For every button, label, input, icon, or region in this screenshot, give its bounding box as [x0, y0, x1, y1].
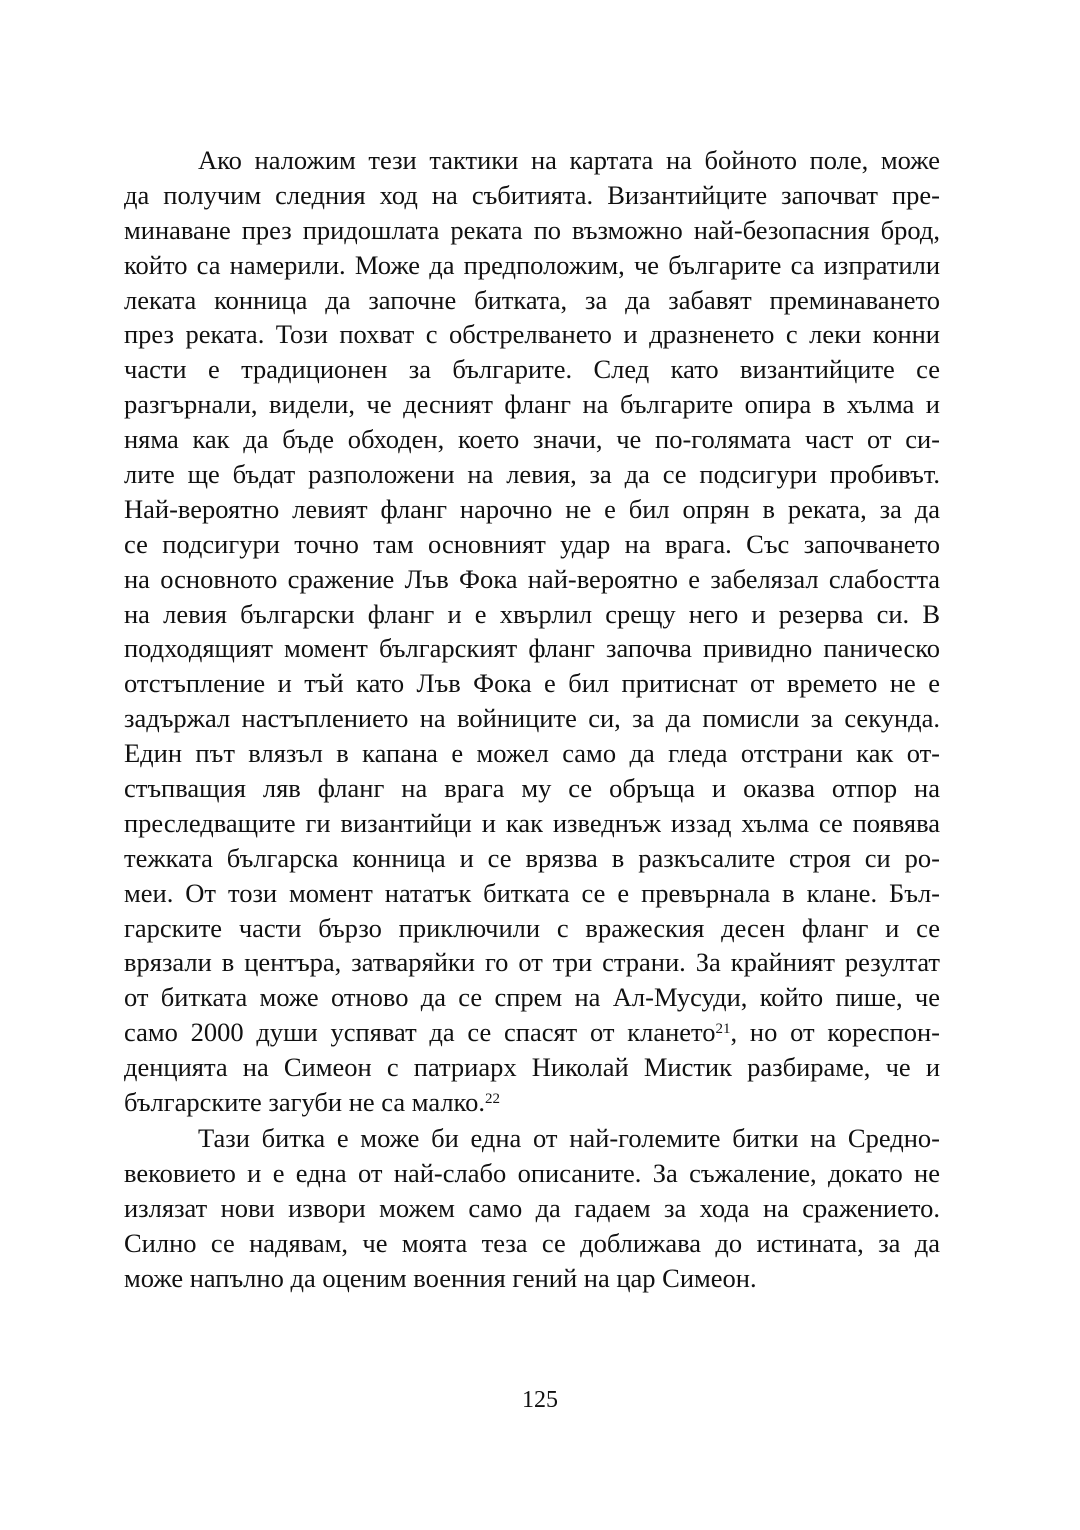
text-line: задържал настъплението на войниците си, за да помисли за секунда.: [124, 703, 940, 734]
text-line: няма как да бъде обходен, което значи, че по-голямата част от си-: [124, 424, 940, 455]
text-line: излязат нови извори можем само да гадаем за хода на сражението.: [124, 1192, 940, 1223]
text-line: минаване през придошлата реката по възможно най-безопасния брод,: [124, 214, 940, 245]
text-line: от битката може отново да се спрем на Ал-Мусуди, който пише, че: [124, 982, 940, 1013]
text-line: тежката българска конница и се врязва в разкъсалите строя си ро-: [124, 842, 940, 873]
text-line-with-footnote: [124, 1085, 940, 1120]
footnote-ref-21[interactable]: 21: [715, 1021, 731, 1038]
text-line: лите ще бъдат разположени на левия, за да се подсигури пробивът.: [124, 459, 940, 490]
text-fragment: българските загуби не са малко.: [124, 1087, 485, 1118]
text-line: стъпващия ляв фланг на врага му се обръща и оказва отпор на: [124, 773, 940, 804]
text-line: Ако наложим тези тактики на картата на бойното поле, може: [198, 145, 940, 175]
text-line: меи. От този момент нататък битката се е превърнала в клане. Бъл-: [124, 877, 940, 908]
text-line-with-footnote: [124, 1015, 940, 1050]
footnote-ref-22[interactable]: 22: [484, 1091, 500, 1108]
text-line: през реката. Този похват с обстрелването и дразненето с леки конни: [124, 319, 940, 350]
text-line: гарските части бързо приключили с вражеския десен фланг и се: [124, 912, 940, 943]
page-number: 125: [522, 1387, 558, 1413]
paragraph: [124, 143, 940, 1120]
page-body: [124, 143, 940, 1295]
text-line: вековието и е една от най-слабо описаните. За съжаление, докато не: [124, 1157, 940, 1188]
text-line: денцията на Симеон с патриарх Николай Мистик разбираме, че и: [124, 1052, 940, 1083]
text-fragment: само 2000 души успяват да се спасят от клането: [124, 1017, 716, 1048]
text-line: подходящият момент българският фланг започва привидно паническо: [124, 633, 940, 664]
text-line: може напълно да оценим военния гений на цар Симеон.: [124, 1262, 757, 1293]
text-line: леката конница да започне битката, за да забавят преминаването: [124, 284, 940, 315]
text-line: Силно се надявам, че моята теза се доближава до истината, за да: [124, 1227, 940, 1258]
text-line: Един път влязъл в капана е можел само да гледа отстрани как от-: [124, 738, 940, 769]
text-line: Най-вероятно левият фланг нарочно не е бил опрян в реката, за да: [124, 493, 940, 524]
text-line: Тази битка е може би една от най-големите битки на Средно-: [198, 1122, 940, 1153]
text-line: отстъпление и тъй като Лъв Фока е бил притиснат от времето не е: [124, 668, 940, 699]
text-line: на основното сражение Лъв Фока най-вероятно е забелязал слабостта: [124, 563, 940, 594]
text-fragment: , но от кореспон-: [730, 1017, 940, 1048]
text-line: преследващите ги византийци и как изведнъж иззад хълма се появява: [124, 807, 940, 838]
text-line: да получим следния ход на събитията. Византийците започват пре-: [124, 179, 940, 210]
text-line: се подсигури точно там основният удар на врага. Със започването: [124, 528, 940, 559]
text-line: врязали в центъра, затваряйки го от три страни. За крайният резултат: [124, 947, 940, 978]
text-line: на левия български фланг и е хвърлил срещу него и резерва си. В: [124, 598, 940, 629]
text-line: части е традиционен за българите. След като византийците се: [124, 354, 940, 385]
paragraph: [124, 1121, 940, 1295]
text-line: който са намерили. Може да предположим, че българите са изпратили: [124, 249, 940, 280]
text-line: разгърнали, видели, че десният фланг на българите опира в хълма и: [124, 389, 940, 420]
